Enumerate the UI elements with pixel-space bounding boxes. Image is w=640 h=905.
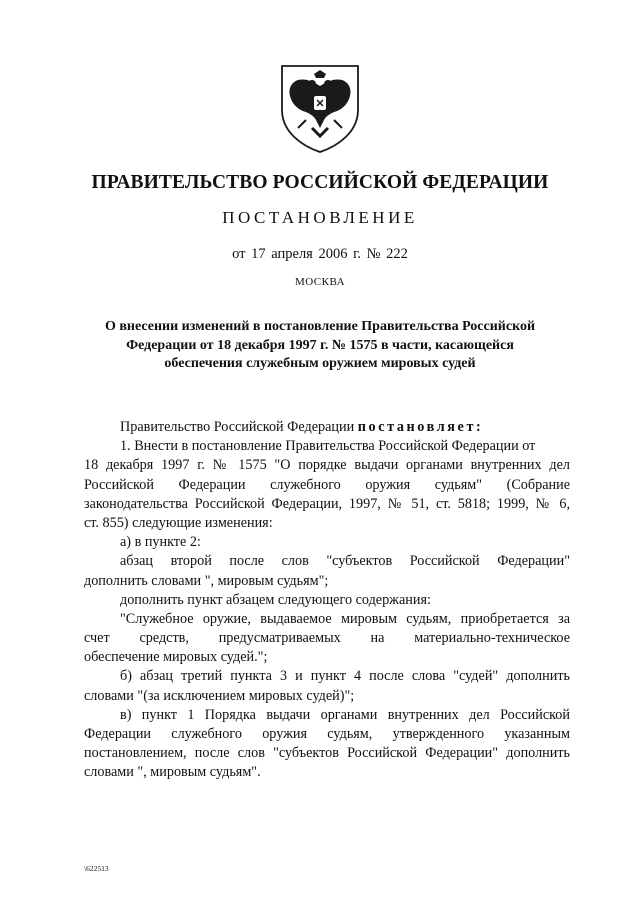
- footer-code: \622513: [84, 864, 109, 873]
- body-line: а) в пункте 2:: [120, 534, 201, 551]
- body-line: ст. 855) следующие изменения:: [84, 514, 273, 531]
- subject-line: Федерации от 18 декабря 1997 г. № 1575 в части, касающейся: [126, 337, 514, 353]
- subject-line: О внесении изменений в постановление Правительства Российской: [104, 319, 536, 334]
- body-line: словами ", мировым судьям".: [84, 764, 261, 781]
- body-line: дополнить словами ", мировым судьям";: [84, 572, 329, 589]
- coat-of-arms-icon: [276, 62, 364, 154]
- body-line: 1. Внести в постановление Правительства Российской Федерации от: [120, 438, 536, 455]
- body-line: дополнить пункт абзацем следующего содержания:: [120, 591, 431, 608]
- body-line: словами "(за исключением мировых судей)";: [84, 687, 355, 704]
- document-city: МОСКВА: [294, 276, 346, 288]
- document-date-number: от 17 апреля 2006 г. № 222: [232, 246, 408, 262]
- body-line: б) абзац третий пункта 3 и пункт 4 после слова "судей" дополнить: [120, 668, 570, 685]
- body-line: 18 декабря 1997 г. № 1575 "О порядке выдачи органами внутренних дел: [84, 457, 570, 474]
- subject-line: обеспечения служебным оружием мировых судей: [164, 356, 476, 371]
- resolution-text: Правительство Российской Федерации: [120, 419, 358, 435]
- body-line: счет средств, предусматриваемых на материально-техническое: [84, 630, 570, 647]
- resolution-verb: постановляет:: [357, 419, 484, 435]
- document-body: [84, 418, 570, 783]
- resolution-line: [84, 418, 570, 437]
- body-line: Российской Федерации служебного оружия судьям" (Собрание: [84, 476, 570, 493]
- body-line: законодательства Российской Федерации, 1997, № 51, ст. 5818; 1999, № 6,: [84, 495, 570, 512]
- body-line: Федерации служебного оружия судьям, утвержденного указанным: [84, 726, 570, 742]
- document-subject: [90, 318, 550, 374]
- body-line: "Служебное оружие, выдаваемое мировым судьям, приобретается за: [120, 610, 570, 627]
- government-title: ПРАВИТЕЛЬСТВО РОССИЙСКОЙ ФЕДЕРАЦИИ: [91, 172, 549, 193]
- body-line: абзац второй после слов "субъектов Российской Федерации": [120, 553, 570, 570]
- body-line: в) пункт 1 Порядка выдачи органами внутренних дел Российской: [120, 706, 570, 723]
- body-line: обеспечение мировых судей.";: [84, 649, 268, 666]
- body-line: постановлением, после слов "субъектов Российской Федерации" дополнить: [84, 745, 570, 762]
- document-type: ПОСТАНОВЛЕНИЕ: [222, 208, 418, 227]
